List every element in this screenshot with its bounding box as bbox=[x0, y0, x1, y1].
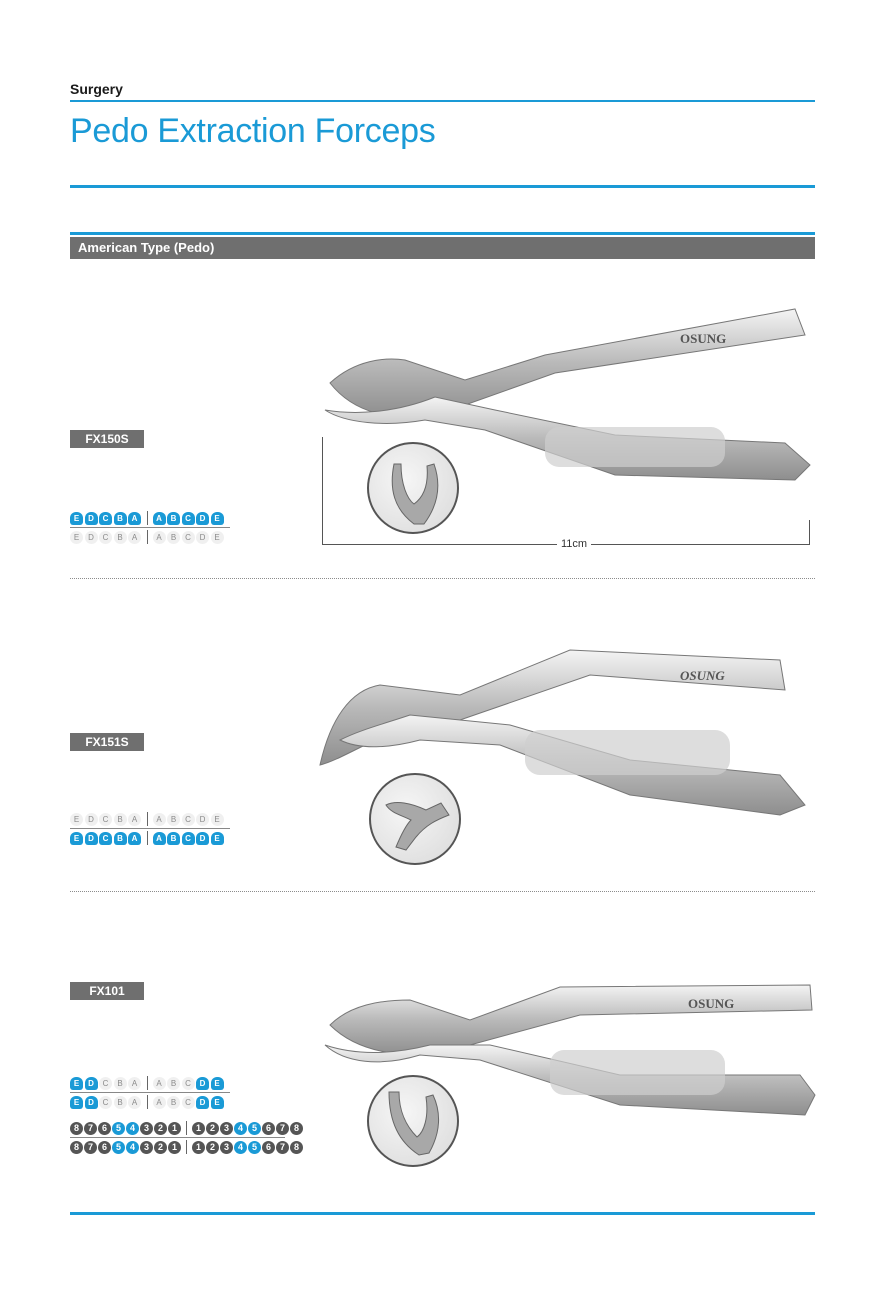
tooth-left-2: C bbox=[99, 1096, 112, 1109]
tooth-right-2: C bbox=[182, 1077, 195, 1090]
tooth-right-0: A bbox=[153, 1096, 166, 1109]
tooth-number-right-4: 5 bbox=[248, 1122, 261, 1135]
tooth-right-1: B bbox=[167, 1096, 180, 1109]
tooth-row-separator bbox=[147, 812, 148, 826]
tooth-number-row bbox=[70, 1121, 304, 1135]
tooth-left-2: C bbox=[99, 531, 112, 544]
footer-rule bbox=[70, 1212, 815, 1215]
tooth-number-right-3: 4 bbox=[234, 1141, 247, 1154]
brand-engraving: OSUNG bbox=[680, 668, 725, 683]
tooth-left-3: B bbox=[114, 1096, 127, 1109]
tooth-number-left-4: 4 bbox=[126, 1141, 139, 1154]
tooth-right-2: C bbox=[182, 832, 195, 845]
product-divider bbox=[70, 891, 815, 892]
tooth-left-4: A bbox=[128, 832, 141, 845]
tooth-right-1: B bbox=[167, 1077, 180, 1090]
tooth-right-3: D bbox=[196, 1077, 209, 1090]
tooth-number-left-0: 8 bbox=[70, 1122, 83, 1135]
section-header bbox=[70, 237, 815, 259]
tooth-row-separator bbox=[186, 1121, 187, 1135]
tooth-chart-row bbox=[70, 530, 225, 544]
tooth-right-1: B bbox=[167, 813, 180, 826]
tooth-right-4: E bbox=[211, 512, 224, 525]
tooth-left-1: D bbox=[85, 1096, 98, 1109]
tooth-chart-divider bbox=[70, 527, 230, 528]
dimension-line bbox=[322, 437, 323, 545]
beak-detail-fx101 bbox=[367, 1075, 459, 1167]
tooth-number-right-7: 8 bbox=[290, 1141, 303, 1154]
tooth-left-3: B bbox=[114, 512, 127, 525]
tooth-chart-row bbox=[70, 812, 225, 826]
product-code-fx150s: FX150S bbox=[70, 430, 144, 448]
product-code-fx101: FX101 bbox=[70, 982, 144, 1000]
tooth-chart-divider bbox=[70, 1092, 230, 1093]
tooth-number-left-5: 3 bbox=[140, 1141, 153, 1154]
tooth-left-0: E bbox=[70, 531, 83, 544]
dimension-label: 11cm bbox=[557, 538, 591, 550]
tooth-left-4: A bbox=[128, 813, 141, 826]
tooth-chart-row bbox=[70, 1076, 225, 1090]
tooth-number-left-2: 6 bbox=[98, 1122, 111, 1135]
tooth-number-left-1: 7 bbox=[84, 1141, 97, 1154]
product-code-fx151s: FX151S bbox=[70, 733, 144, 751]
tooth-number-right-1: 2 bbox=[206, 1141, 219, 1154]
brand-engraving: OSUNG bbox=[680, 331, 727, 346]
header-rule-top bbox=[70, 100, 815, 102]
tooth-right-3: D bbox=[196, 512, 209, 525]
tooth-right-4: E bbox=[211, 1096, 224, 1109]
tooth-left-1: D bbox=[85, 512, 98, 525]
tooth-right-4: E bbox=[211, 1077, 224, 1090]
tooth-number-row bbox=[70, 1140, 304, 1154]
tooth-number-left-6: 2 bbox=[154, 1141, 167, 1154]
tooth-left-1: D bbox=[85, 1077, 98, 1090]
category-label: Surgery bbox=[70, 81, 123, 97]
tooth-right-3: D bbox=[196, 1096, 209, 1109]
tooth-left-1: D bbox=[85, 832, 98, 845]
tooth-row-separator bbox=[147, 1095, 148, 1109]
tooth-right-1: B bbox=[167, 832, 180, 845]
tooth-right-2: C bbox=[182, 1096, 195, 1109]
tooth-left-2: C bbox=[99, 512, 112, 525]
tooth-number-divider bbox=[70, 1137, 285, 1138]
tooth-right-0: A bbox=[153, 1077, 166, 1090]
tooth-row-separator bbox=[147, 530, 148, 544]
tooth-number-right-3: 4 bbox=[234, 1122, 247, 1135]
brand-engraving: OSUNG bbox=[688, 996, 735, 1011]
tooth-number-right-1: 2 bbox=[206, 1122, 219, 1135]
tooth-left-0: E bbox=[70, 1096, 83, 1109]
page-title: Pedo Extraction Forceps bbox=[70, 112, 436, 150]
tooth-left-2: C bbox=[99, 1077, 112, 1090]
tooth-number-right-2: 3 bbox=[220, 1122, 233, 1135]
tooth-left-3: B bbox=[114, 1077, 127, 1090]
tooth-right-2: C bbox=[182, 531, 195, 544]
tooth-left-0: E bbox=[70, 813, 83, 826]
tooth-number-right-0: 1 bbox=[192, 1141, 205, 1154]
tooth-right-3: D bbox=[196, 531, 209, 544]
tooth-right-0: A bbox=[153, 832, 166, 845]
tooth-right-0: A bbox=[153, 512, 166, 525]
tooth-number-right-2: 3 bbox=[220, 1141, 233, 1154]
tooth-number-right-0: 1 bbox=[192, 1122, 205, 1135]
tooth-number-left-6: 2 bbox=[154, 1122, 167, 1135]
tooth-number-left-0: 8 bbox=[70, 1141, 83, 1154]
tooth-right-3: D bbox=[196, 832, 209, 845]
tooth-right-2: C bbox=[182, 512, 195, 525]
tooth-left-4: A bbox=[128, 512, 141, 525]
tooth-row-separator bbox=[147, 831, 148, 845]
section-title: American Type (Pedo) bbox=[78, 240, 215, 255]
tooth-number-right-5: 6 bbox=[262, 1122, 275, 1135]
tooth-right-0: A bbox=[153, 813, 166, 826]
tooth-number-left-2: 6 bbox=[98, 1141, 111, 1154]
tooth-chart-divider bbox=[70, 828, 230, 829]
tooth-right-3: D bbox=[196, 813, 209, 826]
tooth-left-0: E bbox=[70, 1077, 83, 1090]
tooth-left-4: A bbox=[128, 1096, 141, 1109]
tooth-row-separator bbox=[186, 1140, 187, 1154]
tooth-left-1: D bbox=[85, 531, 98, 544]
beak-detail-fx150s bbox=[367, 442, 459, 534]
tooth-number-left-7: 1 bbox=[168, 1141, 181, 1154]
tooth-right-4: E bbox=[211, 531, 224, 544]
tooth-number-right-5: 6 bbox=[262, 1141, 275, 1154]
tooth-left-4: A bbox=[128, 531, 141, 544]
tooth-chart-row bbox=[70, 511, 225, 525]
tooth-right-2: C bbox=[182, 813, 195, 826]
tooth-right-1: B bbox=[167, 512, 180, 525]
dimension-line bbox=[809, 520, 810, 545]
tooth-left-4: A bbox=[128, 1077, 141, 1090]
tooth-right-0: A bbox=[153, 531, 166, 544]
beak-detail-fx151s bbox=[369, 773, 461, 865]
tooth-left-2: C bbox=[99, 832, 112, 845]
tooth-left-0: E bbox=[70, 512, 83, 525]
tooth-left-3: B bbox=[114, 832, 127, 845]
tooth-row-separator bbox=[147, 1076, 148, 1090]
tooth-number-left-3: 5 bbox=[112, 1141, 125, 1154]
tooth-number-right-4: 5 bbox=[248, 1141, 261, 1154]
tooth-number-right-6: 7 bbox=[276, 1122, 289, 1135]
tooth-chart-row bbox=[70, 1095, 225, 1109]
tooth-right-1: B bbox=[167, 531, 180, 544]
tooth-left-1: D bbox=[85, 813, 98, 826]
header-rule-bottom bbox=[70, 185, 815, 188]
tooth-number-right-6: 7 bbox=[276, 1141, 289, 1154]
tooth-number-left-5: 3 bbox=[140, 1122, 153, 1135]
tooth-number-left-3: 5 bbox=[112, 1122, 125, 1135]
tooth-number-right-7: 8 bbox=[290, 1122, 303, 1135]
tooth-number-left-1: 7 bbox=[84, 1122, 97, 1135]
tooth-right-4: E bbox=[211, 813, 224, 826]
tooth-left-2: C bbox=[99, 813, 112, 826]
tooth-left-3: B bbox=[114, 813, 127, 826]
tooth-chart-row bbox=[70, 831, 225, 845]
tooth-left-0: E bbox=[70, 832, 83, 845]
product-divider bbox=[70, 578, 815, 579]
section-rule bbox=[70, 232, 815, 235]
tooth-row-separator bbox=[147, 511, 148, 525]
tooth-number-left-4: 4 bbox=[126, 1122, 139, 1135]
tooth-right-4: E bbox=[211, 832, 224, 845]
tooth-left-3: B bbox=[114, 531, 127, 544]
tooth-number-left-7: 1 bbox=[168, 1122, 181, 1135]
